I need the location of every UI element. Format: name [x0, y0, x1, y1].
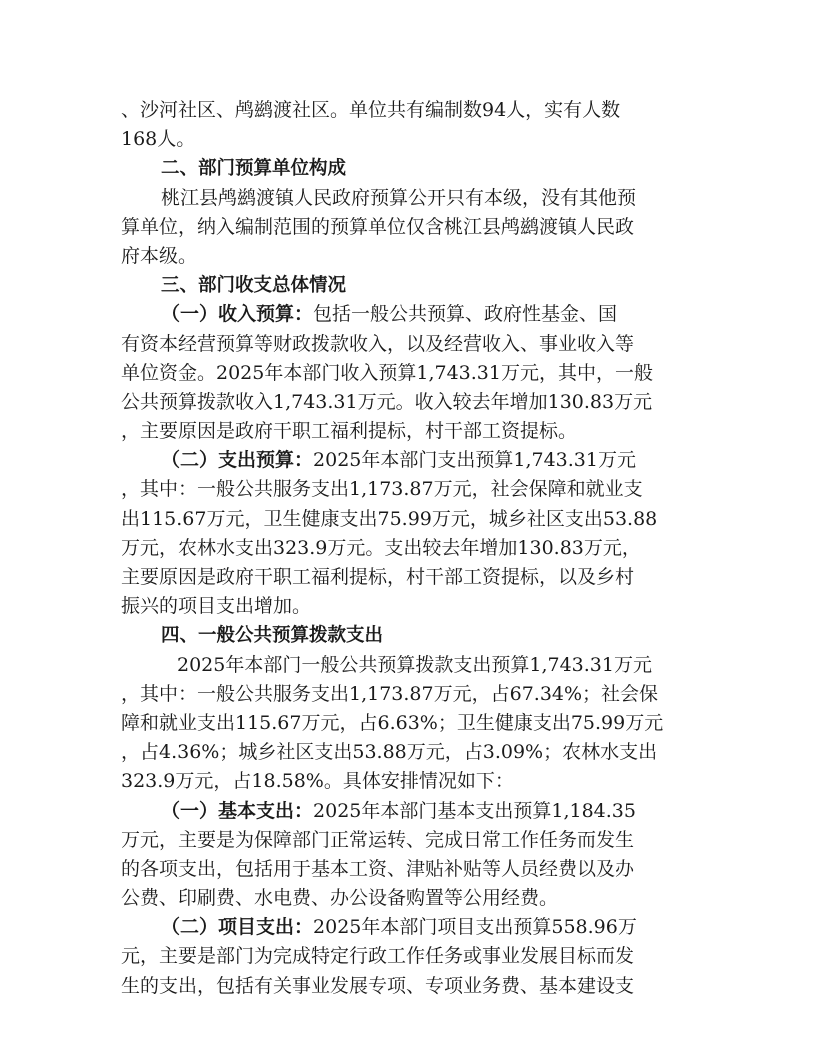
paragraph-line: 算单位，纳入编制范围的预算单位仅含桃江县鸬鹚渡镇人民政: [121, 215, 635, 238]
paragraph-line: 振兴的项目支出增加。: [121, 595, 312, 618]
section-heading: 三、部门收支总体情况: [161, 275, 347, 297]
subsection-label: （一）基本支出：: [161, 799, 314, 822]
paragraph-line: 有资本经营预算等财政拨款收入，以及经营收入、事业收入等: [121, 332, 635, 355]
section-heading: 四、一般公共预算拨款支出: [161, 625, 384, 647]
paragraph-line: 障和就业支出115.67万元，占6.63%；卫生健康支出75.99万元: [121, 711, 664, 734]
paragraph-line: [121, 446, 697, 475]
paragraph-line: 元，主要是部门为完成特定行政工作任务或事业发展目标而发: [121, 945, 635, 968]
section-heading: 二、部门预算单位构成: [161, 158, 347, 180]
paragraph-line: 出115.67万元，卫生健康支出75.99万元，城乡社区支出53.88: [121, 507, 658, 530]
paragraph-line: ，主要原因是政府干职工福利提标，村干部工资提标。: [121, 420, 578, 443]
paragraph-line: ，占4.36%；城乡社区支出53.88万元，占3.09%；农林水支出: [121, 741, 658, 764]
paragraph-line: 的各项支出，包括用于基本工资、津贴补贴等人员经费以及办: [121, 857, 635, 880]
paragraph-line: 323.9万元，占18.58%。具体安排情况如下：: [121, 770, 514, 793]
paragraph-line: ，其中：一般公共服务支出1,173.87万元，社会保障和就业支: [121, 478, 643, 501]
paragraph-line: 单位资金。2025年本部门收入预算1,743.31万元，其中，一般: [121, 361, 653, 384]
paragraph-line: 公费、印刷费、水电费、办公设备购置等公用经费。: [121, 887, 559, 910]
paragraph-text: 2025年本部门项目支出预算558.96万: [313, 916, 637, 939]
paragraph-line: 、沙河社区、鸬鹚渡社区。单位共有编制数94人，实有人数: [121, 99, 621, 121]
paragraph-line: 公共预算拨款收入1,743.31万元。收入较去年增加130.83万元: [121, 390, 653, 413]
paragraph-line: [121, 913, 697, 942]
paragraph-line: 生的支出，包括有关事业发展专项、专项业务费、基本建设支: [121, 974, 635, 997]
paragraph-line: ，其中：一般公共服务支出1,173.87万元，占67.34%；社会保: [121, 682, 659, 705]
subsection-label: （二）项目支出：: [161, 916, 314, 939]
paragraph-text: 2025年本部门支出预算1,743.31万元: [313, 449, 636, 472]
paragraph-line: 桃江县鸬鹚渡镇人民政府预算公开只有本级，没有其他预: [161, 186, 637, 209]
subsection-label: （二）支出预算：: [161, 449, 314, 472]
paragraph-line: [121, 300, 697, 329]
paragraph-line: 万元，主要是为保障部门正常运转、完成日常工作任务而发生: [121, 828, 635, 851]
paragraph-line: 主要原因是政府干职工福利提标，村干部工资提标，以及乡村: [121, 566, 635, 588]
paragraph-line: 万元，农林水支出323.9万元。支出较去年增加130.83万元，: [121, 536, 641, 559]
paragraph-line: [121, 797, 697, 826]
paragraph-line: 府本级。: [121, 244, 198, 267]
document-body: [121, 96, 697, 1001]
paragraph-line: 2025年本部门一般公共预算拨款支出预算1,743.31万元: [177, 653, 652, 676]
subsection-label: （一）收入预算：: [161, 303, 314, 326]
paragraph-text: 2025年本部门基本支出预算1,184.35: [313, 799, 636, 822]
paragraph-line: 168人。: [121, 128, 196, 151]
paragraph-text: 包括一般公共预算、政府性基金、国: [313, 303, 618, 326]
